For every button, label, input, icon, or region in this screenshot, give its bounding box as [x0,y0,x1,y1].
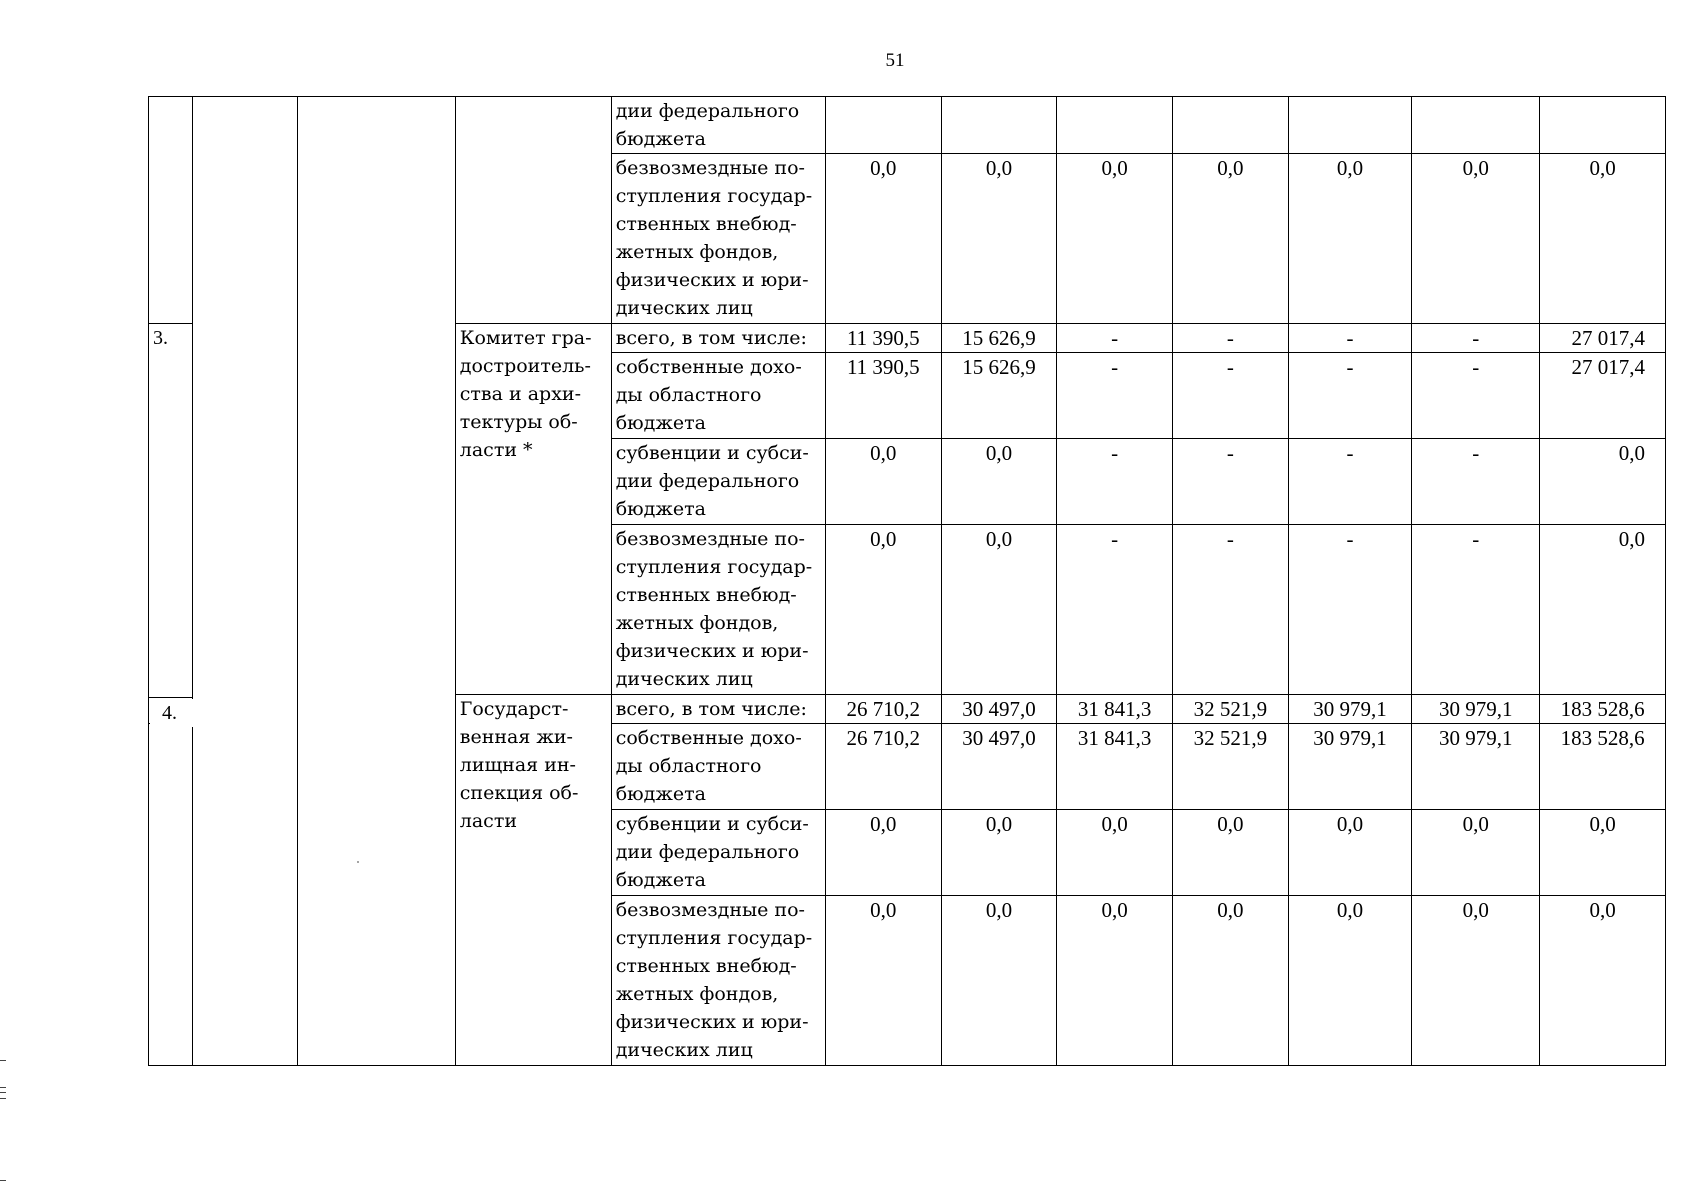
scan-margin-mark [0,1180,6,1181]
value-cell: - [1412,525,1540,695]
value-cell: - [1288,525,1412,695]
value-cell: 0,0 [825,154,941,324]
value-cell [941,97,1057,154]
value-cell: 30 979,1 [1288,695,1412,724]
budget-table [148,96,1666,1066]
value-cell [1172,97,1288,154]
value-cell: 0,0 [1172,810,1288,896]
value-cell: 30 979,1 [1412,724,1540,810]
org-name: Государст-венная жи-лищная ин-спекция об-ласти [455,695,611,1066]
source-label: безвозмездные по-ступления государ-ственных внебюд-жетных фондов, физических и юри-дических лиц [611,525,825,695]
value-cell: 27 017,4 [1540,324,1666,353]
value-cell: 27 017,4 [1540,353,1666,439]
value-cell: 183 528,6 [1540,695,1666,724]
value-cell: - [1412,324,1540,353]
empty-column-cell [297,97,455,1066]
value-cell: 32 521,9 [1172,695,1288,724]
value-cell: 32 521,9 [1172,724,1288,810]
value-cell: 0,0 [1540,810,1666,896]
value-cell: 0,0 [941,439,1057,525]
row-number: 4. [162,702,177,724]
value-cell: 0,0 [1412,810,1540,896]
value-cell: 0,0 [1057,810,1173,896]
source-label: дии федерального бюджета [611,97,825,154]
value-cell [1412,97,1540,154]
value-cell: 31 841,3 [1057,695,1173,724]
value-cell: 0,0 [1540,525,1666,695]
value-cell: - [1057,324,1173,353]
value-cell: - [1057,353,1173,439]
table-row [149,97,1666,154]
org-name: Комитет гра-достроитель-ства и архи-тектуры об-ласти * [455,324,611,695]
value-cell: 30 979,1 [1412,695,1540,724]
value-cell [1540,97,1666,154]
value-cell: 30 497,0 [941,724,1057,810]
value-cell: 0,0 [1540,896,1666,1066]
source-label: всего, в том числе: [611,695,825,724]
scan-margin-mark [0,1092,6,1093]
value-cell: 0,0 [1540,439,1666,525]
value-cell: 0,0 [825,525,941,695]
value-cell: 183 528,6 [1540,724,1666,810]
value-cell: - [1172,525,1288,695]
value-cell [1057,97,1173,154]
value-cell: 0,0 [941,525,1057,695]
value-cell: - [1172,439,1288,525]
value-cell: 0,0 [825,439,941,525]
source-label: безвозмездные по-ступления государ-ственных внебюд-жетных фондов, физических и юри-дических лиц [611,154,825,324]
value-cell: - [1057,525,1173,695]
scan-margin-mark [0,1060,6,1061]
value-cell: 0,0 [825,810,941,896]
source-label: субвенции и субси-дии федерального бюджета [611,439,825,525]
scan-margin-mark [0,1098,6,1099]
source-label: собственные дохо-ды областного бюджета [611,724,825,810]
value-cell: 0,0 [1172,154,1288,324]
value-cell: 11 390,5 [825,353,941,439]
value-cell: 0,0 [1288,896,1412,1066]
row-number-placeholder [149,724,193,1066]
source-label: всего, в том числе: [611,324,825,353]
value-cell: - [1288,353,1412,439]
scan-margin-mark [0,1087,6,1088]
org-cell [455,97,611,324]
value-cell: - [1057,439,1173,525]
value-cell: - [1172,324,1288,353]
value-cell: 0,0 [941,810,1057,896]
value-cell: 0,0 [1057,896,1173,1066]
scan-speck [357,861,359,863]
value-cell: 0,0 [825,896,941,1066]
source-label: собственные дохо-ды областного бюджета [611,353,825,439]
value-cell: 0,0 [1172,896,1288,1066]
value-cell: - [1412,439,1540,525]
value-cell [825,97,941,154]
value-cell: 0,0 [941,154,1057,324]
value-cell: - [1288,439,1412,525]
value-cell: 26 710,2 [825,695,941,724]
value-cell: 0,0 [1412,154,1540,324]
value-cell: 0,0 [1412,896,1540,1066]
value-cell: 0,0 [941,896,1057,1066]
empty-column-cell [193,97,298,1066]
value-cell: 0,0 [1057,154,1173,324]
source-label: субвенции и субси-дии федерального бюджета [611,810,825,896]
value-cell: 0,0 [1288,810,1412,896]
rule-overlay [148,697,192,698]
value-cell: - [1412,353,1540,439]
value-cell: - [1288,324,1412,353]
row-number: 3. [149,324,193,724]
value-cell: 15 626,9 [941,353,1057,439]
value-cell: - [1172,353,1288,439]
value-cell: 0,0 [1288,154,1412,324]
value-cell: 30 497,0 [941,695,1057,724]
value-cell: 11 390,5 [825,324,941,353]
page-number: 51 [885,50,905,71]
value-cell: 15 626,9 [941,324,1057,353]
source-label: безвозмездные по-ступления государ-ственных внебюд-жетных фондов, физических и юри-дических лиц [611,896,825,1066]
value-cell [1288,97,1412,154]
value-cell: 0,0 [1540,154,1666,324]
value-cell: 31 841,3 [1057,724,1173,810]
value-cell: 30 979,1 [1288,724,1412,810]
value-cell: 26 710,2 [825,724,941,810]
row-number-overlay [150,699,206,727]
number-cell [149,97,193,324]
